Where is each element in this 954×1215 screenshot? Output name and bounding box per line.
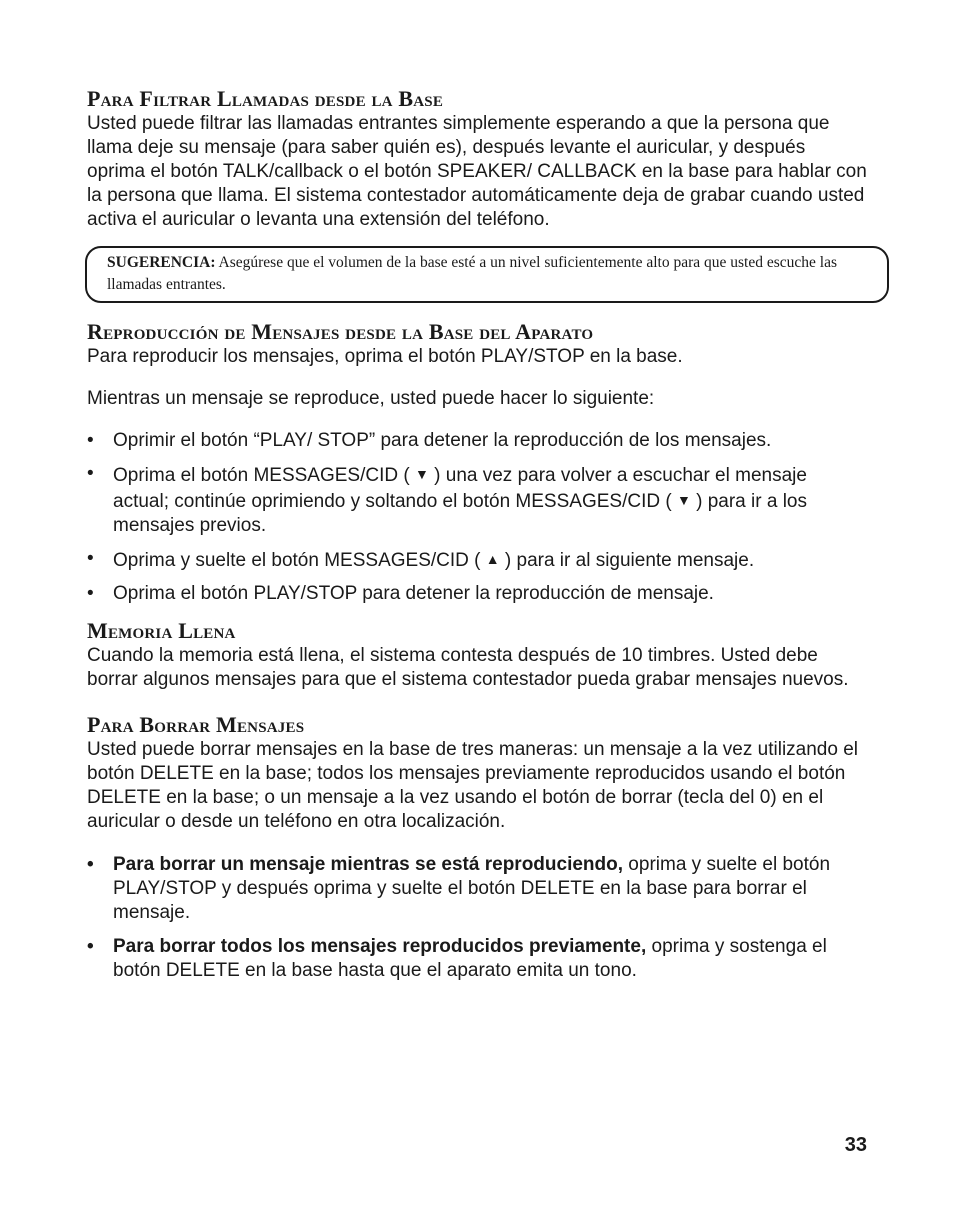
heading-memoria: Memoria Llena <box>87 618 236 643</box>
bullet-icon: • <box>87 463 94 484</box>
heading-borrar: Para Borrar Mensajes <box>87 712 305 737</box>
list-item-text: Oprima el botón PLAY/STOP para detener la reproducción de mensaje. <box>113 583 714 604</box>
list-borrar <box>87 853 867 983</box>
list-item <box>87 429 867 453</box>
bullet-icon: • <box>87 936 94 957</box>
tip-label: SUGERENCIA: <box>107 254 216 271</box>
paragraph-reproduccion-1: Para reproducir los mensajes, oprima el botón PLAY/STOP en la base. <box>87 346 683 367</box>
page-content <box>87 86 867 983</box>
arrow-up-icon: ▲ <box>485 551 500 567</box>
list-item-text: oprima y sostenga el botón DELETE en la base hasta que el aparato emita un tono. <box>113 936 827 981</box>
paragraph-borrar: Usted puede borrar mensajes en la base de tres maneras: un mensaje a la vez utilizando el botón DELETE en la base; todos los mensajes previamente reproducidos usando el botón DELETE en la base; o un mensaje a la vez usando el botón de borrar (tecla del 0) en el auricular o desde un teléfono en otra localización. <box>87 739 858 832</box>
list-item <box>87 582 867 606</box>
list-item-text-b: ) para ir al siguiente mensaje. <box>504 550 755 571</box>
list-item-lead: Para borrar un mensaje mientras se está reproduciendo, <box>113 854 624 875</box>
bullet-icon: • <box>87 583 94 604</box>
page-number: 33 <box>844 1134 867 1156</box>
bullet-icon: • <box>87 548 94 569</box>
list-item <box>87 853 867 925</box>
bullet-icon: • <box>87 430 94 451</box>
tip-box <box>85 246 889 303</box>
list-item <box>87 462 867 538</box>
list-item-text: oprima y suelte el botón PLAY/STOP y después oprima y suelte el botón DELETE en la base para borrar el mensaje. <box>113 854 831 923</box>
arrow-down-icon: ▼ <box>415 466 429 482</box>
list-item-text-c: ) para ir a los mensajes previos. <box>113 491 807 536</box>
list-item-lead: Para borrar todos los mensajes reproducidos previamente, <box>113 936 647 957</box>
heading-filtrar: Para Filtrar Llamadas desde la Base <box>87 86 444 111</box>
list-item-text-b: ) una vez para volver a escuchar el mensaje actual; continúe oprimiendo y soltando el botón MESSAGES/CID ( <box>113 465 807 512</box>
heading-reproduccion: Reproducción de Mensajes desde la Base del Aparato <box>87 319 594 344</box>
paragraph-reproduccion-2: Mientras un mensaje se reproduce, usted puede hacer lo siguiente: <box>87 388 655 409</box>
list-item-text-a: Oprima el botón MESSAGES/CID ( <box>113 465 410 486</box>
tip-text: Asegúrese que el volumen de la base esté a un nivel suficientemente alto para que usted escuche las llamadas entrantes. <box>107 254 838 293</box>
list-item <box>87 935 867 983</box>
list-item <box>87 547 867 573</box>
bullet-icon: • <box>87 854 94 875</box>
paragraph-filtrar: Usted puede filtrar las llamadas entrantes simplemente esperando a que la persona que llama deje su mensaje (para saber quién es), después levante el auricular, y después oprima el botón TALK/callback o el botón SPEAKER/ CALLBACK en la base para hablar con la persona que llama. El sistema contestador automáticamente deja de grabar cuando usted activa el auricular o levanta una extensión del teléfono. <box>87 113 867 230</box>
arrow-down-icon: ▼ <box>676 492 691 508</box>
paragraph-memoria: Cuando la memoria está llena, el sistema contesta después de 10 timbres. Usted debe borrar algunos mensajes para que el sistema contestador pueda grabar mensajes nuevos. <box>87 645 849 690</box>
list-reproduccion <box>87 429 867 606</box>
list-item-text-a: Oprima y suelte el botón MESSAGES/CID ( <box>113 550 481 571</box>
list-item-text: Oprimir el botón “PLAY/ STOP” para detener la reproducción de los mensajes. <box>113 430 772 451</box>
